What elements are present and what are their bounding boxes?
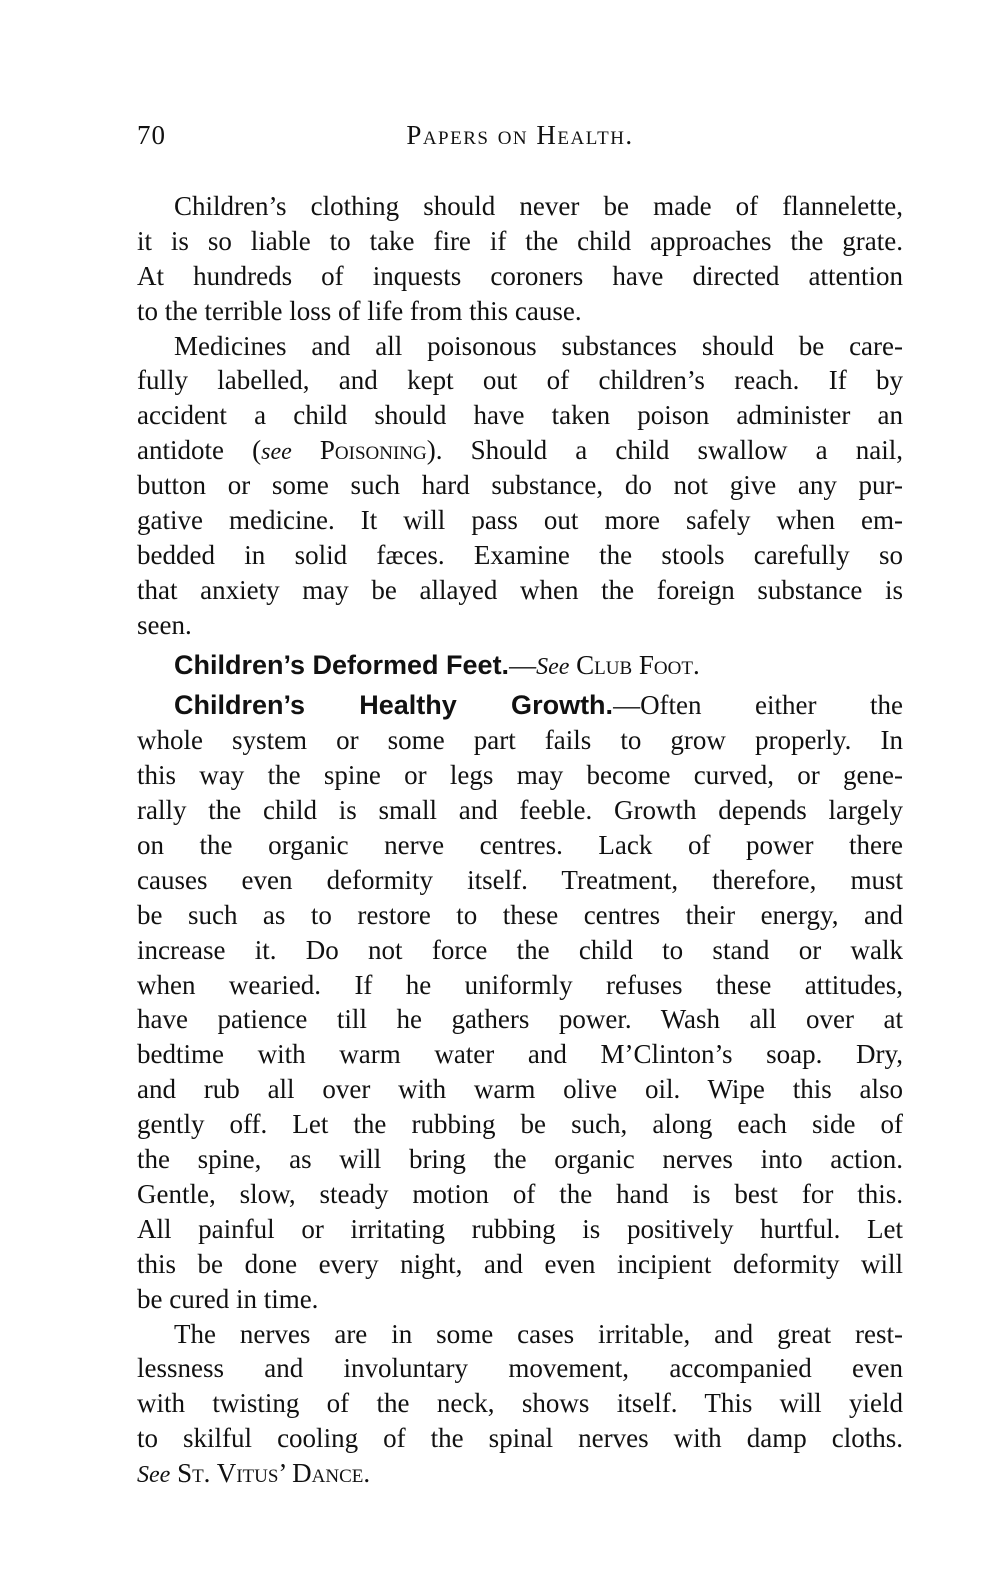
text-line	[137, 608, 903, 643]
text-run: on the organic nerve centres. Lack of power there	[137, 830, 903, 861]
text-run: be cured in time.	[137, 1283, 319, 1314]
italic-text: See	[137, 1462, 171, 1489]
text-run: accident a child should have taken poison administer an	[137, 400, 903, 431]
text-line	[137, 1351, 903, 1386]
text-line	[137, 1212, 903, 1247]
text-run: Gentle, slow, steady motion of the hand is best for this.	[137, 1178, 903, 1209]
text-run: to the terrible loss of life from this cause.	[137, 295, 582, 326]
entry-title: Children’s Deformed Feet.	[174, 649, 510, 680]
text-line	[137, 1247, 903, 1282]
text-line	[137, 573, 903, 608]
text-line	[137, 723, 903, 758]
text-run: antidote (	[137, 435, 262, 466]
entry-title: Children’s Healthy Growth.	[174, 690, 614, 721]
text-line	[137, 189, 903, 224]
text-run: button or some such hard substance, do not give any pur-	[137, 470, 903, 501]
running-title: Papers on Health.	[406, 120, 634, 150]
cross-reference: Poisoning	[319, 435, 427, 466]
text-line	[137, 433, 903, 468]
entry-heading	[137, 648, 903, 683]
text-run: lessness and involuntary movement, accompanied even	[137, 1353, 903, 1384]
page-header	[137, 120, 903, 160]
text-run: be such as to restore to these centres their energy, and	[137, 899, 903, 930]
text-line	[137, 503, 903, 538]
text-run: At hundreds of inquests coroners have directed attention	[137, 260, 903, 291]
text-line	[137, 224, 903, 259]
text-run: bedtime with warm water and M’Clinton’s soap. Dry,	[137, 1039, 903, 1070]
text-run: that anxiety may be allayed when the foreign substance is	[137, 574, 903, 605]
text-line	[137, 933, 903, 968]
text-run: with twisting of the neck, shows itself. This will yield	[137, 1388, 903, 1419]
text-run: this be done every night, and even incipient deformity will	[137, 1248, 903, 1279]
text-line	[137, 688, 903, 723]
text-line	[137, 1282, 903, 1317]
text-line	[137, 968, 903, 1003]
text-run: gently off. Let the rubbing be such, along each side of	[137, 1109, 903, 1140]
text-line	[137, 1317, 903, 1352]
page-number: 70	[137, 120, 166, 150]
text-line	[137, 1107, 903, 1142]
text-line	[137, 648, 903, 683]
text-line	[137, 1002, 903, 1037]
text-line	[137, 1386, 903, 1421]
text-line	[137, 793, 903, 828]
text-run: and rub all over with warm olive oil. Wipe this also	[137, 1074, 903, 1105]
text-run: bedded in solid fæces. Examine the stools carefully so	[137, 539, 903, 570]
text-run: ). Should a child swallow a nail,	[426, 435, 903, 466]
text-line	[137, 1072, 903, 1107]
text-line	[137, 294, 903, 329]
text-line	[137, 329, 903, 364]
text-run: Children’s clothing should never be made of flannelette,	[174, 191, 903, 221]
text-run: The nerves are in some cases irritable, and great rest-	[174, 1318, 903, 1349]
cross-reference: Club Foot.	[576, 649, 700, 680]
paragraph	[137, 688, 903, 1316]
text-line	[137, 1142, 903, 1177]
text-run: it is so liable to take fire if the child approaches the grate.	[137, 225, 903, 256]
text-line	[137, 758, 903, 793]
text-line	[137, 1456, 903, 1491]
text-line	[137, 468, 903, 503]
text-run: fully labelled, and kept out of children’s reach. If by	[137, 365, 903, 396]
paragraph	[137, 189, 903, 329]
text-run: to skilful cooling of the spinal nerves with damp cloths.	[137, 1423, 903, 1454]
text-run: —	[509, 649, 537, 680]
page-body	[137, 189, 903, 1491]
text-line	[137, 1037, 903, 1072]
paragraph	[137, 329, 903, 643]
text-line	[137, 828, 903, 863]
text-line	[137, 538, 903, 573]
text-line	[137, 1421, 903, 1456]
cross-reference: St. Vitus’ Dance.	[177, 1458, 371, 1489]
text-line	[137, 363, 903, 398]
text-run: rally the child is small and feeble. Growth depends largely	[137, 795, 903, 826]
text-line	[137, 259, 903, 294]
text-run: All painful or irritating rubbing is positively hurtful. Let	[137, 1213, 903, 1244]
text-run: seen.	[137, 609, 192, 640]
text-run: the spine, as will bring the organic nerves into action.	[137, 1144, 903, 1175]
text-run: have patience till he gathers power. Wash all over at	[137, 1004, 903, 1035]
italic-text: See	[536, 653, 570, 680]
italic-text: see	[261, 439, 292, 466]
text-line	[137, 898, 903, 933]
text-run: —Often either the	[613, 690, 903, 721]
text-run: causes even deformity itself. Treatment, therefore, must	[137, 864, 903, 895]
text-line	[137, 863, 903, 898]
text-run: when wearied. If he uniformly refuses these attitudes,	[137, 969, 903, 1000]
text-line	[137, 1177, 903, 1212]
text-run: gative medicine. It will pass out more safely when em-	[137, 505, 903, 536]
text-run	[292, 435, 320, 465]
paragraph	[137, 1317, 903, 1491]
text-line	[137, 398, 903, 433]
text-run: Medicines and all poisonous substances should be care-	[174, 330, 903, 361]
text-run: whole system or some part fails to grow properly. In	[137, 725, 903, 756]
text-run: this way the spine or legs may become curved, or gene-	[137, 760, 903, 791]
text-run: increase it. Do not force the child to stand or walk	[137, 934, 903, 965]
